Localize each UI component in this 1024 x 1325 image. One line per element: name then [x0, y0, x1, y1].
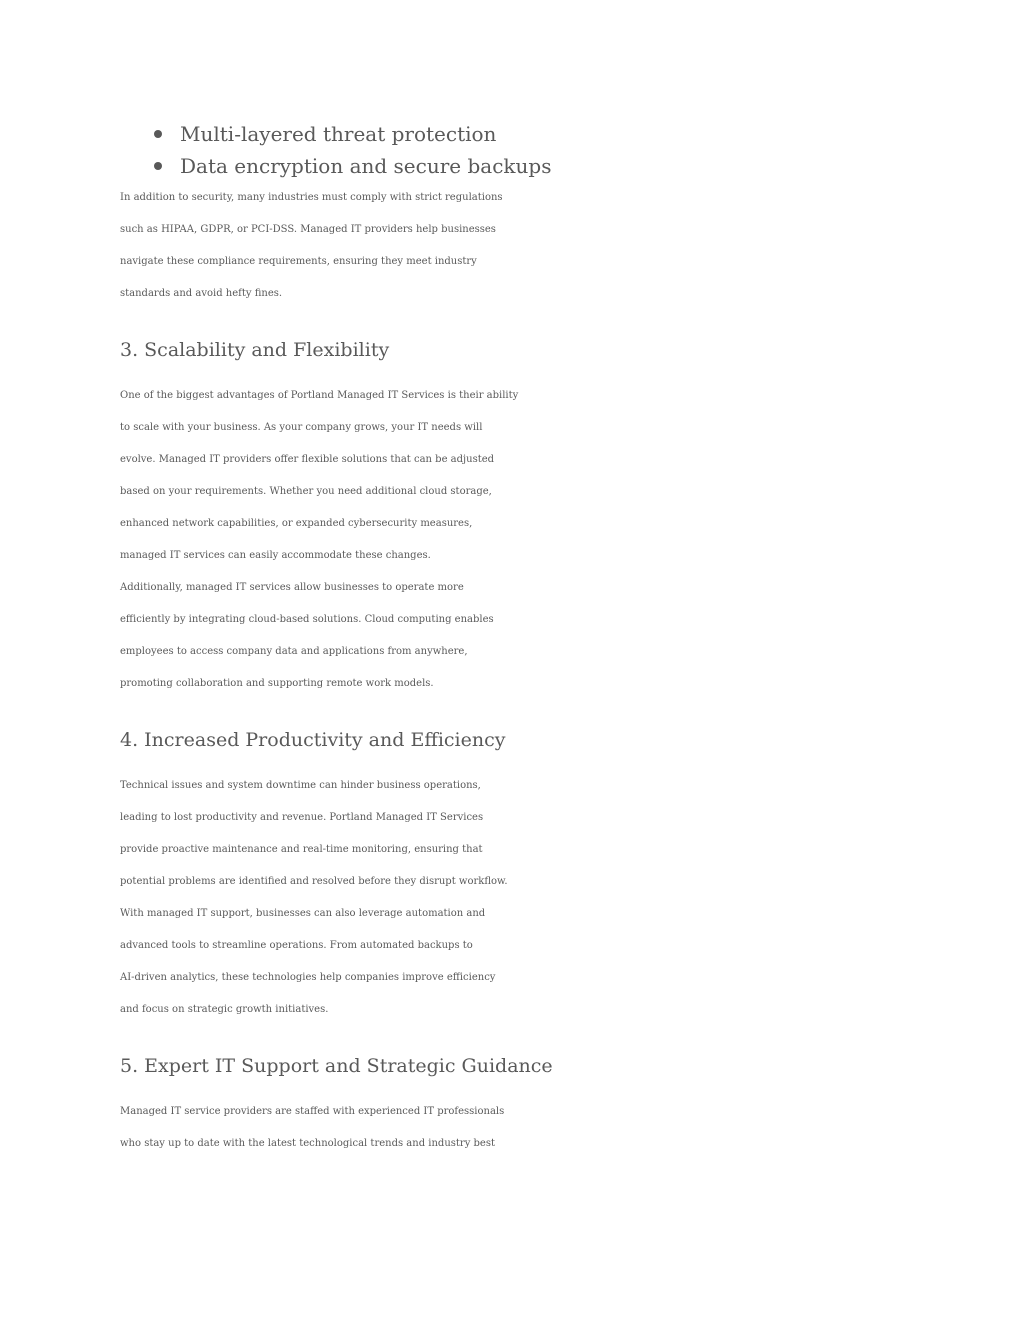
- text-line: based on your requirements. Whether you need additional cloud storage,: [120, 486, 492, 497]
- text-line: who stay up to date with the latest technological trends and industry best: [120, 1138, 495, 1149]
- text-line: With managed IT support, businesses can also leverage automation and: [120, 908, 486, 919]
- text-line: advanced tools to streamline operations. From automated backups to: [120, 940, 473, 951]
- section-3-heading: 3. Scalability and Flexibility: [120, 339, 390, 361]
- text-line: efficiently by integrating cloud-based solutions. Cloud computing enables: [120, 614, 494, 625]
- text-line: navigate these compliance requirements, ensuring they meet industry: [120, 256, 477, 267]
- section-4-paragraph-1: [120, 770, 920, 898]
- bullet-text: Data encryption and secure backups: [180, 154, 552, 178]
- text-line: enhanced network capabilities, or expanded cybersecurity measures,: [120, 518, 473, 529]
- text-line: Additionally, managed IT services allow businesses to operate more: [120, 582, 464, 593]
- section-3-paragraph-2: [120, 572, 920, 700]
- text-line: provide proactive maintenance and real-time monitoring, ensuring that: [120, 844, 483, 855]
- section-5-heading: 5. Expert IT Support and Strategic Guidance: [120, 1055, 553, 1077]
- text-line: managed IT services can easily accommodate these changes.: [120, 550, 431, 561]
- bullet-item: [154, 118, 920, 150]
- bullet-text: Multi-layered threat protection: [180, 122, 497, 146]
- text-line: and focus on strategic growth initiatives.: [120, 1004, 329, 1015]
- text-line: evolve. Managed IT providers offer flexible solutions that can be adjusted: [120, 454, 495, 465]
- text-line: leading to lost productivity and revenue. Portland Managed IT Services: [120, 812, 484, 823]
- section-5-paragraph-1: [120, 1096, 920, 1160]
- bullet-icon: [154, 130, 162, 138]
- text-line: such as HIPAA, GDPR, or PCI-DSS. Managed IT providers help businesses: [120, 224, 496, 235]
- security-bullet-list: [120, 118, 920, 182]
- text-line: to scale with your business. As your company grows, your IT needs will: [120, 422, 483, 433]
- section-4-heading: 4. Increased Productivity and Efficiency: [120, 729, 506, 751]
- text-line: In addition to security, many industries must comply with strict regulations: [120, 192, 503, 203]
- bullet-item: [154, 150, 920, 182]
- section-3-paragraph-1: [120, 380, 920, 572]
- text-line: One of the biggest advantages of Portland Managed IT Services is their ability: [120, 390, 519, 401]
- compliance-paragraph: [120, 182, 920, 310]
- text-line: potential problems are identified and resolved before they disrupt workflow.: [120, 876, 508, 887]
- document-page: [120, 118, 920, 1160]
- text-line: Technical issues and system downtime can hinder business operations,: [120, 780, 481, 791]
- text-line: Managed IT service providers are staffed with experienced IT professionals: [120, 1106, 505, 1117]
- bullet-icon: [154, 162, 162, 170]
- text-line: employees to access company data and applications from anywhere,: [120, 646, 468, 657]
- section-4-paragraph-2: [120, 898, 920, 1026]
- text-line: promoting collaboration and supporting remote work models.: [120, 678, 434, 689]
- text-line: AI-driven analytics, these technologies help companies improve efficiency: [120, 972, 496, 983]
- text-line: standards and avoid hefty fines.: [120, 288, 283, 299]
